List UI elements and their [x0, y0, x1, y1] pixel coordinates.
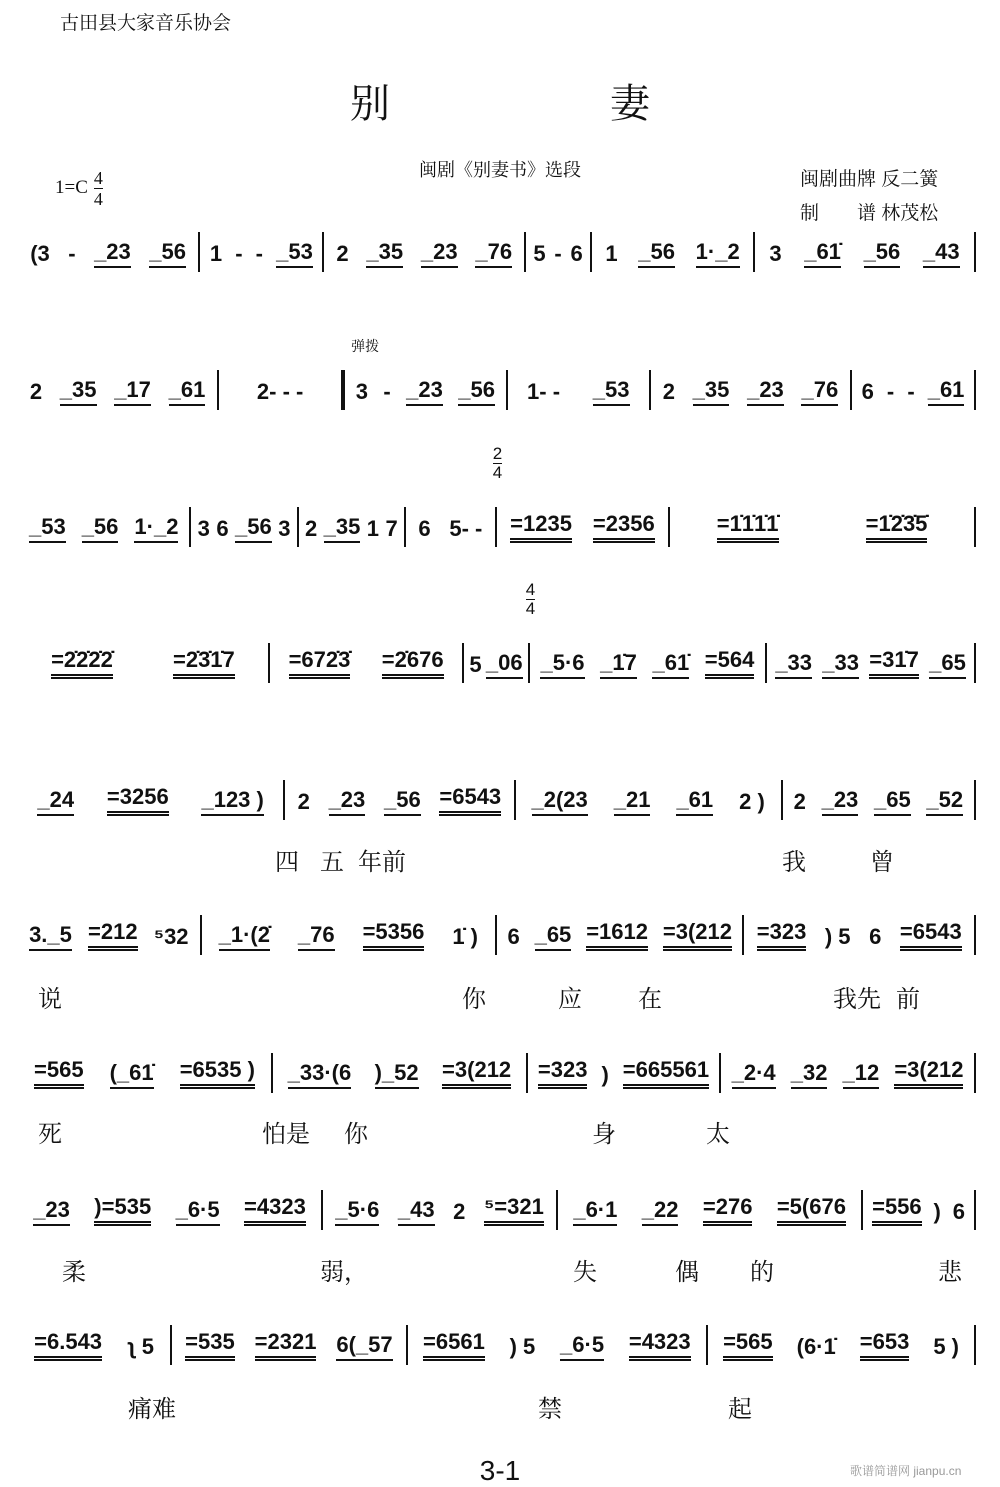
note-group: =1̇2̇3̇5̇	[866, 510, 928, 543]
note-group: 3	[355, 379, 369, 404]
measure	[464, 643, 529, 683]
note-group: =4323	[244, 1193, 306, 1226]
note-group: _76	[475, 238, 512, 268]
measure	[528, 1053, 721, 1093]
key: 1=C	[55, 176, 88, 198]
note-group: _23	[329, 786, 366, 816]
note-group: 1- -	[527, 379, 561, 404]
lyric: 曾	[870, 849, 894, 876]
note-group: =3(212	[663, 918, 732, 951]
note-group: =2356	[593, 510, 655, 543]
time-change-top: 4	[525, 580, 536, 599]
measure	[526, 232, 592, 272]
note-group: -	[554, 241, 562, 266]
note-group: 3	[197, 516, 210, 541]
note-group: _53	[276, 238, 313, 268]
lyric: 我	[782, 849, 806, 876]
note-group: _123 )	[201, 786, 263, 816]
measure	[516, 780, 783, 820]
note-group: -	[255, 241, 263, 266]
note-group: _35	[693, 376, 730, 406]
measure	[708, 1325, 976, 1365]
lyric: 应	[558, 986, 582, 1013]
lyric: 前	[896, 986, 920, 1013]
note-group: 5 )	[933, 1334, 959, 1359]
note-group: _35	[324, 513, 361, 543]
note-group: _76	[298, 921, 335, 951]
lyric: 起	[728, 1396, 752, 1423]
note-group: 2 )	[739, 789, 765, 814]
note-group: =565	[34, 1056, 84, 1089]
note-group: =6535 )	[180, 1056, 255, 1089]
note-group: _2·4	[732, 1059, 776, 1089]
note-group: =6543	[439, 783, 501, 816]
measure	[592, 232, 755, 272]
note-group: ⁵=321	[484, 1193, 544, 1226]
note-group: _61	[676, 786, 713, 816]
measure	[18, 1190, 323, 1230]
note-group: (3	[30, 241, 50, 266]
note-group: _43	[923, 238, 960, 268]
measure	[18, 232, 200, 272]
lyric: 说	[38, 986, 62, 1013]
note-group: =3256	[107, 783, 169, 816]
title-char: 别	[350, 81, 390, 127]
note-group: =212	[88, 918, 138, 951]
note-group: 6	[869, 924, 882, 949]
note-group: =5356	[363, 918, 425, 951]
note-group: =535	[185, 1328, 235, 1361]
note-group: 1·_2	[696, 238, 740, 268]
note-group: 2	[453, 1199, 466, 1224]
note-group: _56	[149, 238, 186, 268]
measure	[744, 915, 976, 955]
note-group: -	[907, 379, 915, 404]
note-group: =2̇2̇2̇2̇	[51, 646, 113, 679]
lyric: 禁	[538, 1396, 562, 1423]
score-line	[18, 232, 976, 272]
note-group: _61̇	[652, 649, 689, 679]
note-group: ⁵32	[153, 924, 189, 949]
measure	[852, 370, 976, 410]
page-number: 3-1	[479, 1455, 521, 1486]
note-group: 6	[570, 241, 583, 266]
note-group: =323	[757, 918, 807, 951]
note-group: _23	[33, 1196, 70, 1226]
note-group: _35	[60, 376, 97, 406]
song-title	[0, 72, 1000, 129]
note-group: ) 5	[509, 1334, 536, 1359]
note-group: =5(676	[777, 1193, 846, 1226]
note-group: -	[68, 241, 76, 266]
score-line	[18, 338, 976, 410]
lyric: 五	[320, 849, 344, 876]
measure	[273, 1053, 528, 1093]
score-line	[18, 780, 976, 820]
lyric: 弱，	[320, 1259, 368, 1286]
note-group: =2̇676	[382, 646, 444, 679]
note-group: =6561	[423, 1328, 485, 1361]
measure	[406, 507, 497, 547]
measure	[191, 507, 298, 547]
note-group: _65	[535, 921, 572, 951]
note-group: _6·5	[176, 1196, 220, 1226]
note-group: 1	[366, 516, 380, 541]
note-group: _6·1	[573, 1196, 617, 1226]
note-group: =2321	[255, 1328, 317, 1361]
note-group: _21	[614, 786, 651, 816]
lyric: 的	[750, 1259, 774, 1286]
lyric: 痛难	[128, 1396, 176, 1423]
note-group: =2̇3̇1̇7	[173, 646, 235, 679]
measure	[18, 643, 270, 683]
measure	[200, 232, 324, 272]
lyric: 我先	[833, 986, 881, 1013]
note-group: -	[886, 379, 895, 404]
note-group: _06	[486, 649, 523, 679]
note-group: _56	[82, 513, 119, 543]
note-group: (_61̇	[110, 1059, 154, 1089]
note-group: 6	[418, 516, 431, 541]
note-group: _65	[929, 649, 966, 679]
lyric: 四	[275, 849, 299, 876]
note-group: (6·1̇	[796, 1334, 836, 1359]
measure	[172, 1325, 407, 1365]
measure	[783, 780, 976, 820]
lyric: 偶	[675, 1259, 699, 1286]
note-group: 5	[469, 652, 482, 677]
note-group: 2	[304, 516, 318, 541]
note-group: _56	[638, 238, 675, 268]
note-group: )	[933, 1199, 941, 1224]
note-group: _32	[791, 1059, 828, 1089]
note-group: _17	[114, 376, 151, 406]
measure	[558, 1190, 863, 1230]
note-group: _23	[421, 238, 458, 268]
note-group: 3	[769, 241, 782, 266]
measure	[343, 338, 508, 410]
note-group: =556	[872, 1193, 922, 1226]
note-group: 6(_57	[336, 1331, 392, 1361]
title-char: 妻	[610, 81, 650, 127]
time-top: 4	[93, 168, 103, 188]
note-group: =665561	[623, 1056, 709, 1089]
note-group: 1̇ )	[452, 924, 479, 949]
note-group: 1	[209, 241, 223, 266]
note-group: _56	[235, 513, 272, 543]
measure	[721, 1053, 976, 1093]
note-group: =323	[538, 1056, 588, 1089]
credit-arranger: 制 谱 林茂松	[800, 203, 939, 224]
note-group: =565	[723, 1328, 773, 1361]
note-group: 5- -	[449, 516, 483, 541]
organization: 古田县大家音乐协会	[60, 13, 232, 34]
time-change-bottom: 4	[525, 599, 536, 618]
note-group: 2	[297, 789, 310, 814]
note-group: =653	[860, 1328, 910, 1361]
note-group: 6	[861, 379, 874, 404]
note-group: )=535	[94, 1193, 151, 1226]
note-group: _61	[928, 376, 965, 406]
note-group: =6.543	[34, 1328, 102, 1361]
note-group: _23	[94, 238, 131, 268]
note-group: _53	[593, 376, 630, 406]
credit-tune: 闽剧曲牌 反二簧	[800, 169, 939, 190]
note-group: 2	[793, 789, 806, 814]
note-group: =4323	[629, 1328, 691, 1361]
note-group: _33	[822, 649, 859, 679]
measure	[323, 1190, 558, 1230]
lyric: 柔	[62, 1259, 86, 1286]
note-group: _5·6	[335, 1196, 379, 1226]
note-group: 6	[507, 924, 520, 949]
time-bottom: 4	[93, 189, 103, 209]
measure	[863, 1190, 976, 1230]
note-group: -	[235, 241, 243, 266]
measure	[270, 643, 464, 683]
note-group: ) 5	[824, 924, 851, 949]
note-group: _33·(6	[288, 1059, 352, 1089]
measure	[492, 444, 670, 547]
note-group: )_52	[375, 1059, 419, 1089]
note-group: =3(212	[442, 1056, 511, 1089]
note-group: )	[601, 1062, 609, 1087]
measure	[18, 1053, 273, 1093]
measure	[219, 370, 343, 410]
note-group: _61	[169, 376, 206, 406]
note-group: _35	[366, 238, 403, 268]
note-group: 2	[662, 379, 675, 404]
measure	[408, 1325, 708, 1365]
measure	[18, 507, 191, 547]
note-group: =672̇3̇	[289, 646, 351, 679]
pluck-annotation: 弹拨	[351, 338, 380, 354]
note-group: 6	[952, 1199, 966, 1224]
note-group: 3._5	[29, 921, 72, 951]
note-group: =3(212	[894, 1056, 963, 1089]
watermark: 歌谱简谱网 jianpu.cn	[850, 1464, 962, 1478]
lyric: 悲	[938, 1259, 962, 1286]
note-group: _43	[398, 1196, 435, 1226]
note-group: 7	[385, 516, 398, 541]
score-line	[18, 444, 976, 547]
time-change-bottom: 4	[492, 463, 503, 482]
note-group: _56	[384, 786, 421, 816]
note-group: _22	[642, 1196, 679, 1226]
note-group: =6543	[900, 918, 962, 951]
note-group: =276	[703, 1193, 753, 1226]
note-group: _1̇7	[600, 649, 637, 679]
note-group: _2(23	[532, 786, 588, 816]
measure	[508, 370, 651, 410]
note-group: ʅ 5	[128, 1334, 155, 1359]
score-line	[18, 915, 976, 955]
note-group: =564	[705, 646, 755, 679]
note-group: _65	[874, 786, 911, 816]
note-group: _1·(2̇	[219, 921, 270, 951]
note-group: _6·5	[560, 1331, 604, 1361]
note-group: =1̇1̇1̇1̇	[717, 510, 779, 543]
lyric: 太	[706, 1121, 730, 1148]
score-line	[18, 1325, 976, 1365]
measure	[202, 915, 497, 955]
lyric: 身	[592, 1121, 616, 1148]
measure	[18, 1325, 172, 1365]
measure	[651, 370, 852, 410]
measure	[497, 915, 744, 955]
note-group: _23	[406, 376, 443, 406]
lyric: 死	[38, 1121, 62, 1148]
subtitle: 闽剧《别妻书》选段	[419, 160, 581, 180]
note-group: 2	[29, 379, 43, 404]
time-change	[493, 445, 502, 482]
note-group: 6	[216, 516, 229, 541]
note-group: 5	[533, 241, 546, 266]
measure	[18, 370, 219, 410]
lyric: 在	[638, 986, 662, 1013]
score-line	[18, 1190, 976, 1230]
measure	[18, 915, 202, 955]
measure	[670, 507, 976, 547]
score-line	[18, 1053, 976, 1093]
note-group: 1·_2	[134, 513, 178, 543]
note-group: _76	[801, 376, 838, 406]
note-group: _23	[747, 376, 784, 406]
measure	[299, 507, 406, 547]
note-group: _53	[29, 513, 66, 543]
time-change	[526, 581, 535, 618]
note-group: _61̇	[804, 238, 841, 268]
score-line	[18, 580, 976, 683]
note-group: =31̇7	[869, 646, 919, 679]
note-group: _33	[775, 649, 812, 679]
lyric: 你	[344, 1121, 368, 1148]
lyric: 年前	[358, 849, 406, 876]
measure	[525, 580, 768, 683]
note-group: -	[383, 379, 391, 404]
note-group: _56	[864, 238, 901, 268]
note-group: =1235	[510, 510, 572, 543]
note-group: _23	[822, 786, 859, 816]
lyric: 怕是	[262, 1121, 310, 1148]
note-group: _24	[37, 786, 74, 816]
note-group: 3	[278, 516, 291, 541]
time-change-top: 2	[492, 444, 503, 463]
measure	[767, 643, 976, 683]
note-group: 1	[605, 241, 618, 266]
note-group: =1612	[586, 918, 648, 951]
note-group: 2	[336, 241, 349, 266]
note-group: _12	[843, 1059, 880, 1089]
note-group: _56	[458, 376, 495, 406]
note-group: _5·6	[540, 649, 584, 679]
measure	[324, 232, 526, 272]
lyric: 你	[462, 986, 486, 1013]
measure	[755, 232, 976, 272]
note-group: _52	[926, 786, 963, 816]
lyric: 失	[573, 1259, 597, 1286]
note-group: 2- - -	[256, 379, 304, 404]
measure	[285, 780, 515, 820]
measure	[18, 780, 285, 820]
